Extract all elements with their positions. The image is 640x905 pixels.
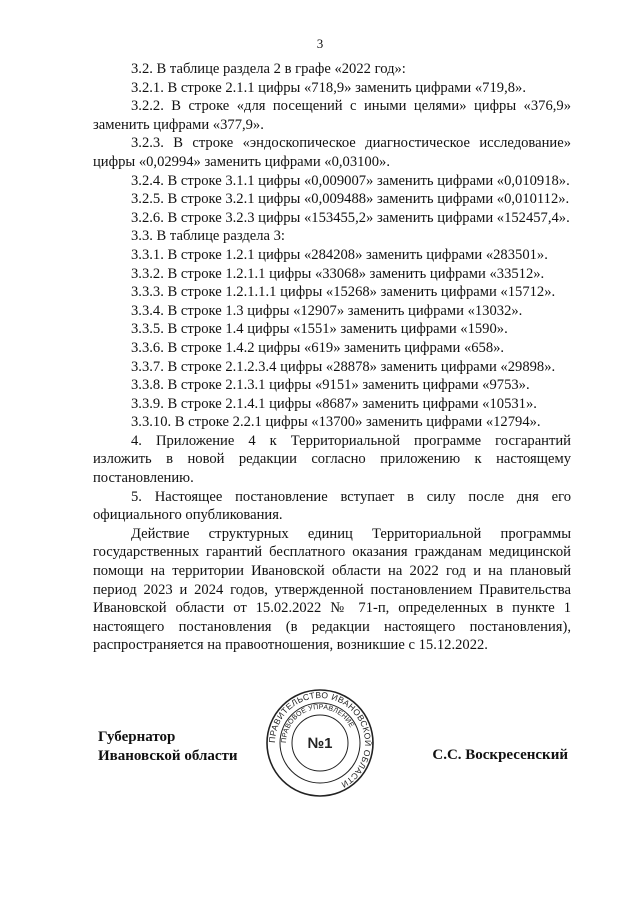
paragraph-3-3-1: 3.3.1. В строке 1.2.1 цифры «284208» заменить цифрами «283501». bbox=[131, 246, 548, 263]
signatory-position-line1: Губернатор bbox=[98, 729, 176, 745]
stamp-outer-text: ПРАВИТЕЛЬСТВО ИВАНОВСКОЙ ОБЛАСТИ bbox=[266, 689, 374, 791]
paragraph-3-2-5: 3.2.5. В строке 3.2.1 цифры «0,009488» заменить цифрами «0,010112». bbox=[131, 191, 570, 208]
paragraph-3-3: 3.3. В таблице раздела 3: bbox=[131, 228, 285, 245]
page-number: 3 bbox=[316, 36, 324, 51]
paragraph-3-3-5: 3.3.5. В строке 1.4 цифры «1551» заменить цифрами «1590». bbox=[131, 321, 508, 338]
signatory-position bbox=[98, 728, 238, 766]
paragraph-3-3-6: 3.3.6. В строке 1.4.2 цифры «619» заменить цифрами «658». bbox=[131, 339, 505, 356]
paragraph-3-3-10: 3.3.10. В строке 2.2.1 цифры «13700» заменить цифрами «12794». bbox=[131, 414, 541, 431]
paragraph-5: 5. Настоящее постановление вступает в силу после дня его официального опубликования. bbox=[93, 488, 571, 524]
paragraph-3-3-8: 3.3.8. В строке 2.1.3.1 цифры «9151» заменить цифрами «9753». bbox=[131, 377, 530, 394]
paragraph-3-3-3: 3.3.3. В строке 1.2.1.1.1 цифры «15268» заменить цифрами «15712». bbox=[131, 284, 556, 301]
paragraph-3-2: 3.2. В таблице раздела 2 в графе «2022 год»: bbox=[131, 61, 406, 77]
stamp-inner-text: ПРАВОВОЕ УПРАВЛЕНИЕ bbox=[280, 703, 355, 744]
paragraph-3-3-9: 3.3.9. В строке 2.1.4.1 цифры «8687» заменить цифрами «10531». bbox=[131, 395, 537, 412]
paragraph-effect: Действие структурных единиц Территориальной программы государственных гарантий бесплатного оказания гражданам медицинской помощи на территории Ивановской области на 2022 год и на плановый период 2023 и 2024 годов, утвержденной постановлением Правительства Ивановской области от 15.02.2022 № 71-п, определенных в пункте 1 настоящего постановления (в редакции настоящего постановления), распространяется на правоотношения, возникшие с 15.12.2022. bbox=[93, 525, 571, 654]
paragraph-3-3-7: 3.3.7. В строке 2.1.2.3.4 цифры «28878» заменить цифрами «29898». bbox=[131, 358, 556, 375]
document-body bbox=[93, 60, 571, 655]
signature-block bbox=[98, 728, 568, 818]
paragraph-3-3-4: 3.3.4. В строке 1.3 цифры «12907» заменить цифрами «13032». bbox=[131, 302, 523, 319]
paragraph-3-3-2: 3.3.2. В строке 1.2.1.1 цифры «33068» заменить цифрами «33512». bbox=[131, 265, 545, 282]
signatory-name: С.С. Воскресенский bbox=[432, 747, 568, 763]
paragraph-3-2-4: 3.2.4. В строке 3.1.1 цифры «0,009007» заменить цифрами «0,010918». bbox=[131, 172, 570, 189]
paragraph-3-2-1: 3.2.1. В строке 2.1.1 цифры «718,9» заменить цифрами «719,8». bbox=[131, 79, 526, 96]
signatory-position-line2: Ивановской области bbox=[98, 748, 238, 764]
paragraph-3-2-6: 3.2.6. В строке 3.2.3 цифры «153455,2» заменить цифрами «152457,4». bbox=[131, 209, 570, 226]
paragraph-3-2-2: 3.2.2. В строке «для посещений с иными целями» цифры «376,9» заменить цифрами «377,9». bbox=[93, 98, 571, 133]
paragraph-3-2-3: 3.2.3. В строке «эндоскопическое диагностическое исследование» цифры «0,02994» заменить цифрами «0,03100». bbox=[93, 135, 571, 170]
paragraph-4: 4. Приложение 4 к Территориальной программе госгарантий изложить в новой редакции согласно приложению к настоящему постановлению. bbox=[93, 432, 571, 487]
stamp-number: №1 bbox=[307, 735, 333, 752]
